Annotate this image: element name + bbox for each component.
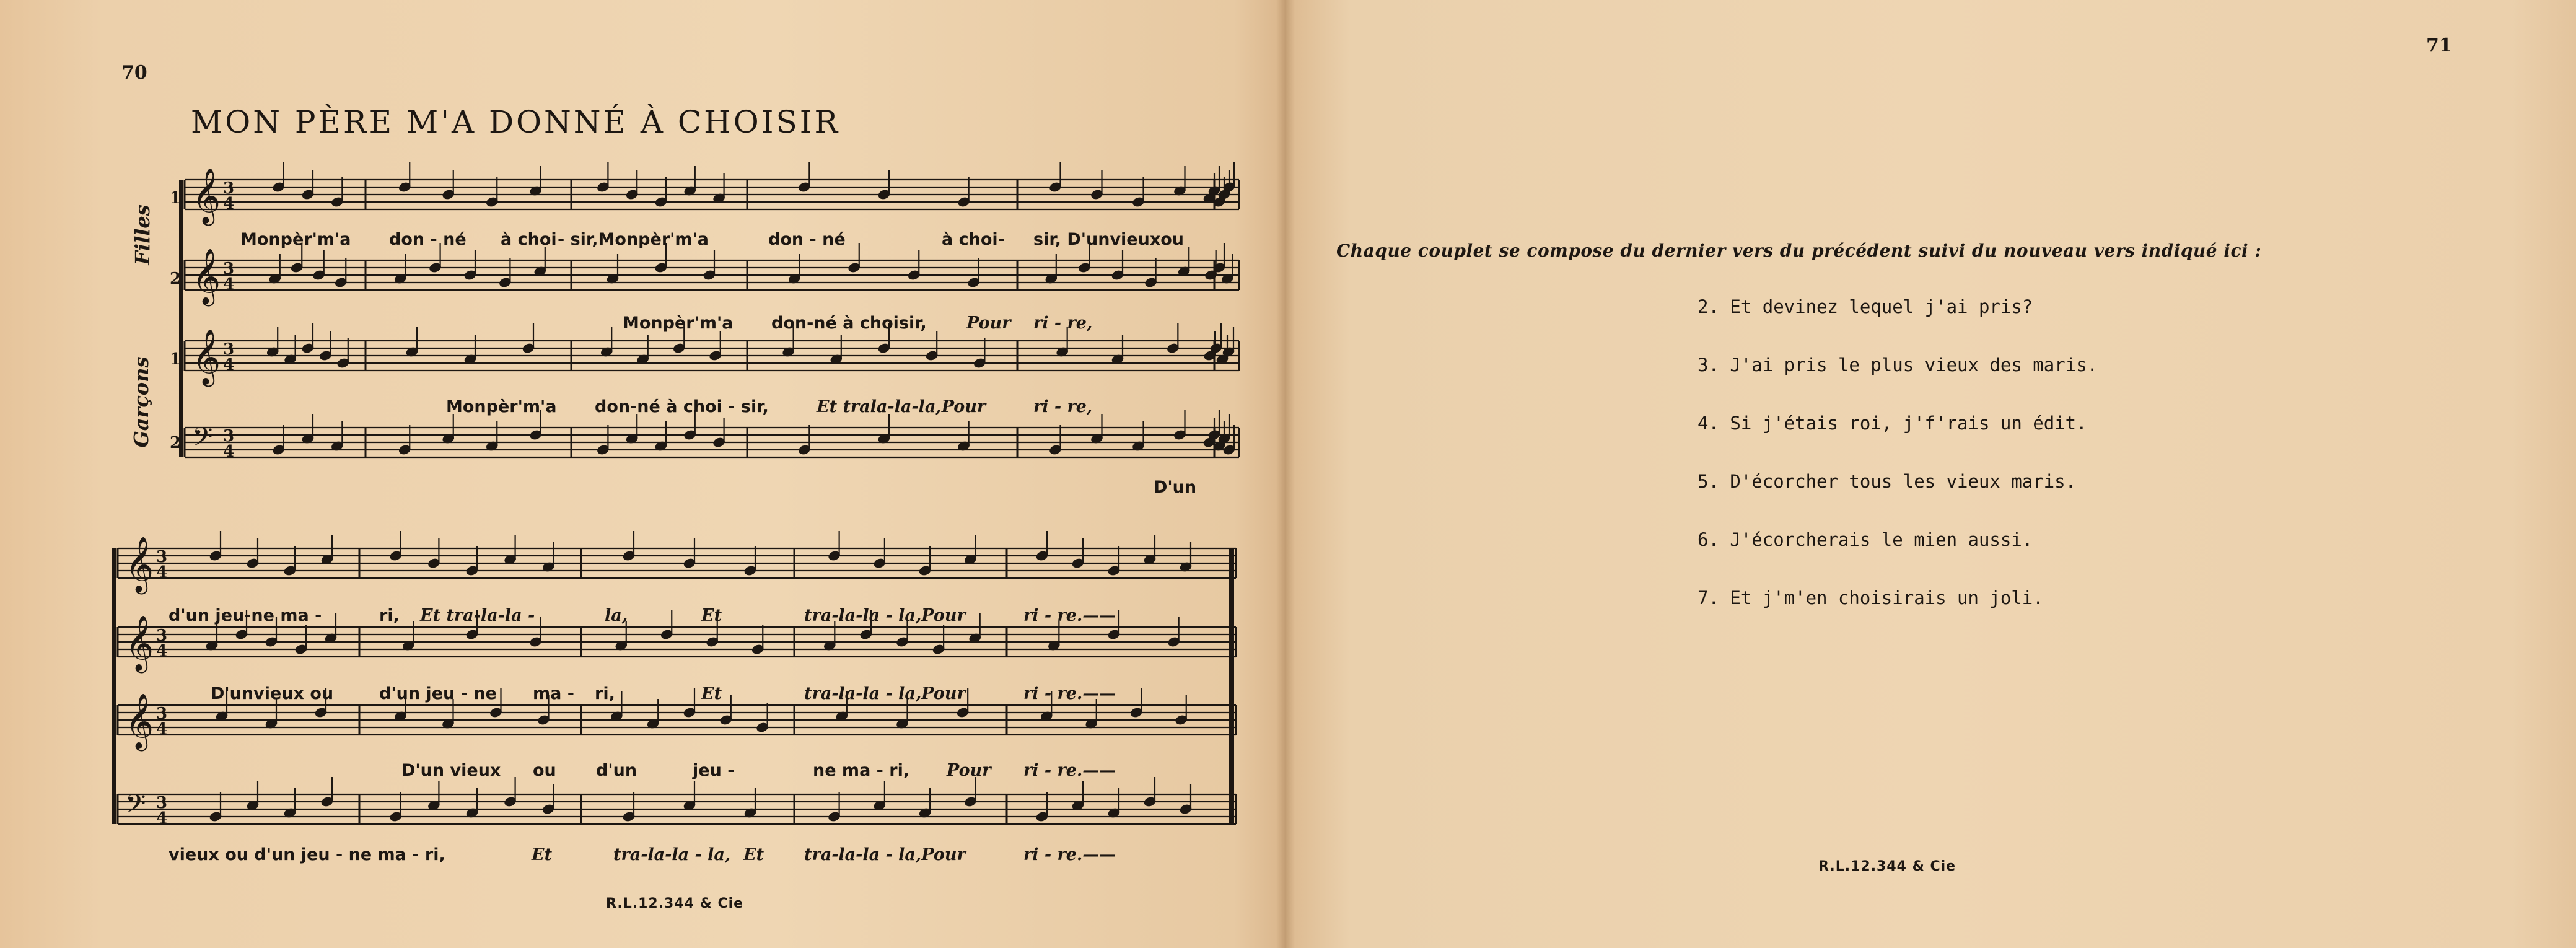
staff-number-garcons-2: 2 — [170, 434, 182, 452]
treble-clef-icon: 𝄞 — [192, 329, 221, 385]
time-signature: 3 — [156, 548, 168, 566]
time-signature: 3 — [223, 427, 235, 445]
verse-item: 3. J'ai pris le plus vieux des maris. — [1698, 354, 2098, 375]
treble-clef-icon: 𝄞 — [125, 615, 154, 671]
music-score — [0, 0, 1286, 948]
lyric: tra-la-la - la, — [613, 845, 731, 864]
right-page-number: 71 — [2426, 35, 2452, 56]
system2-lyrics-filles-1 — [169, 606, 1116, 625]
lyric: Monpèr'm'a — [623, 314, 734, 333]
couplet-instruction: Chaque couplet se compose du dernier vers du précédent suivi du nouveau vers indiqué ici : — [1336, 240, 2262, 261]
bass-clef-icon: 𝄢 — [125, 789, 146, 826]
bass-clef-icon: 𝄢 — [192, 422, 213, 459]
time-signature: 4 — [223, 275, 235, 294]
treble-clef-icon: 𝄞 — [125, 693, 154, 749]
lyric: Et — [743, 845, 764, 864]
left-page-number: 70 — [121, 62, 147, 84]
staff-number-filles-1: 1 — [170, 189, 182, 208]
system1-lyrics-filles-1 — [240, 230, 1184, 249]
time-signature: 3 — [223, 340, 235, 359]
lyric: don-né à choi - sir, — [595, 397, 769, 416]
lyric: ou — [533, 761, 556, 780]
voice-label-garcons: Garçons — [129, 356, 153, 448]
lyric: la, — [605, 606, 628, 625]
lyric: Monpèr'm'a — [446, 397, 557, 416]
lyric: - sir,Monpèr'm'a — [558, 230, 709, 249]
verse-item: 6. J'écorcherais le mien aussi. — [1698, 529, 2033, 550]
treble-clef-icon: 𝄞 — [192, 248, 221, 304]
lyric: tra-la-la - la,Pour — [804, 845, 966, 864]
lyric: D'unvieux ou — [211, 684, 334, 703]
system1-lyrics-garcons-1 — [446, 397, 1092, 416]
lyric: don - né — [768, 230, 846, 249]
lyric: Et — [701, 606, 722, 625]
time-signature: 3 — [156, 626, 168, 645]
staff-number-garcons-1: 1 — [170, 350, 182, 369]
lyric: Monpèr'm'a — [240, 230, 351, 249]
treble-clef-icon: 𝄞 — [125, 537, 154, 592]
lyric: ri, — [595, 684, 615, 703]
time-signature: 3 — [223, 260, 235, 278]
time-signature: 4 — [156, 809, 168, 828]
system2-lyrics-filles-2 — [211, 684, 1116, 703]
lyric: Et trala-la-la,Pour — [817, 397, 986, 416]
lyric: ri - re.—— — [1023, 684, 1116, 703]
lyric: d'un jeu - ne — [379, 684, 497, 703]
lyric: tra-la-la - la,Pour — [804, 684, 966, 703]
lyric: ri, — [379, 606, 400, 625]
lyric: Et tra-la-la - — [420, 606, 535, 625]
lyric: Pour — [947, 761, 991, 780]
time-signature: 4 — [156, 720, 168, 739]
time-signature: 4 — [223, 442, 235, 461]
lyric: ri - re, — [1033, 397, 1093, 416]
verse-list — [1698, 296, 2098, 646]
lyric: à choi- — [942, 230, 1005, 249]
right-footer-code: R.L.12.344 & Cie — [1818, 859, 1956, 874]
lyric: à choi — [501, 230, 557, 249]
lyric: vieux ou d'un jeu - ne ma - ri, — [169, 845, 445, 864]
lyric: d'un jeu-ne ma - — [169, 606, 322, 625]
system2-lyrics-garcons-1 — [401, 761, 1116, 780]
verse-item: 2. Et devinez lequel j'ai pris? — [1698, 296, 2033, 317]
lyric: jeu - — [693, 761, 735, 780]
treble-clef-icon: 𝄞 — [192, 168, 221, 224]
lyric: ne ma - ri, — [813, 761, 910, 780]
lyric: don-né à choisir, — [771, 314, 927, 333]
lyric: ri - re.—— — [1023, 845, 1116, 864]
song-title: MON PÈRE M'A DONNÉ À CHOISIR — [191, 104, 841, 140]
staff-number-filles-2: 2 — [170, 270, 182, 288]
lyric: ma - — [533, 684, 574, 703]
verse-item: 5. D'écorcher tous les vieux maris. — [1698, 471, 2077, 492]
lyric: ri - re.—— — [1023, 761, 1116, 780]
lyric: d'un — [596, 761, 637, 780]
system1-lyrics-filles-2 — [623, 314, 1092, 333]
verse-item: 7. Et j'm'en choisirais un joli. — [1698, 587, 2044, 608]
lyric: Et — [532, 845, 553, 864]
time-signature: 3 — [223, 179, 235, 198]
lyric: sir, D'unvieuxou — [1033, 230, 1185, 249]
time-signature: 4 — [223, 356, 235, 374]
lyric: ri - re.—— — [1023, 606, 1116, 625]
lyric: don - né — [389, 230, 467, 249]
time-signature: 3 — [156, 704, 168, 723]
lyric: D'un — [1154, 478, 1197, 497]
left-footer-code: R.L.12.344 & Cie — [606, 896, 744, 911]
time-signature: 3 — [156, 794, 168, 812]
lyric: D'un vieux — [401, 761, 501, 780]
system1-lyrics-garcons-2 — [1154, 478, 1196, 497]
lyric: Et — [701, 684, 722, 703]
voice-label-filles: Filles — [131, 204, 154, 265]
verse-item: 4. Si j'étais roi, j'f'rais un édit. — [1698, 413, 2087, 434]
time-signature: 4 — [156, 563, 168, 582]
system2-lyrics-garcons-2 — [169, 845, 1116, 864]
lyric: ri - re, — [1033, 314, 1093, 333]
lyric: tra-la-la - la,Pour — [804, 606, 966, 625]
time-signature: 4 — [156, 642, 168, 661]
time-signature: 4 — [223, 195, 235, 213]
lyric: Pour — [966, 314, 1011, 333]
